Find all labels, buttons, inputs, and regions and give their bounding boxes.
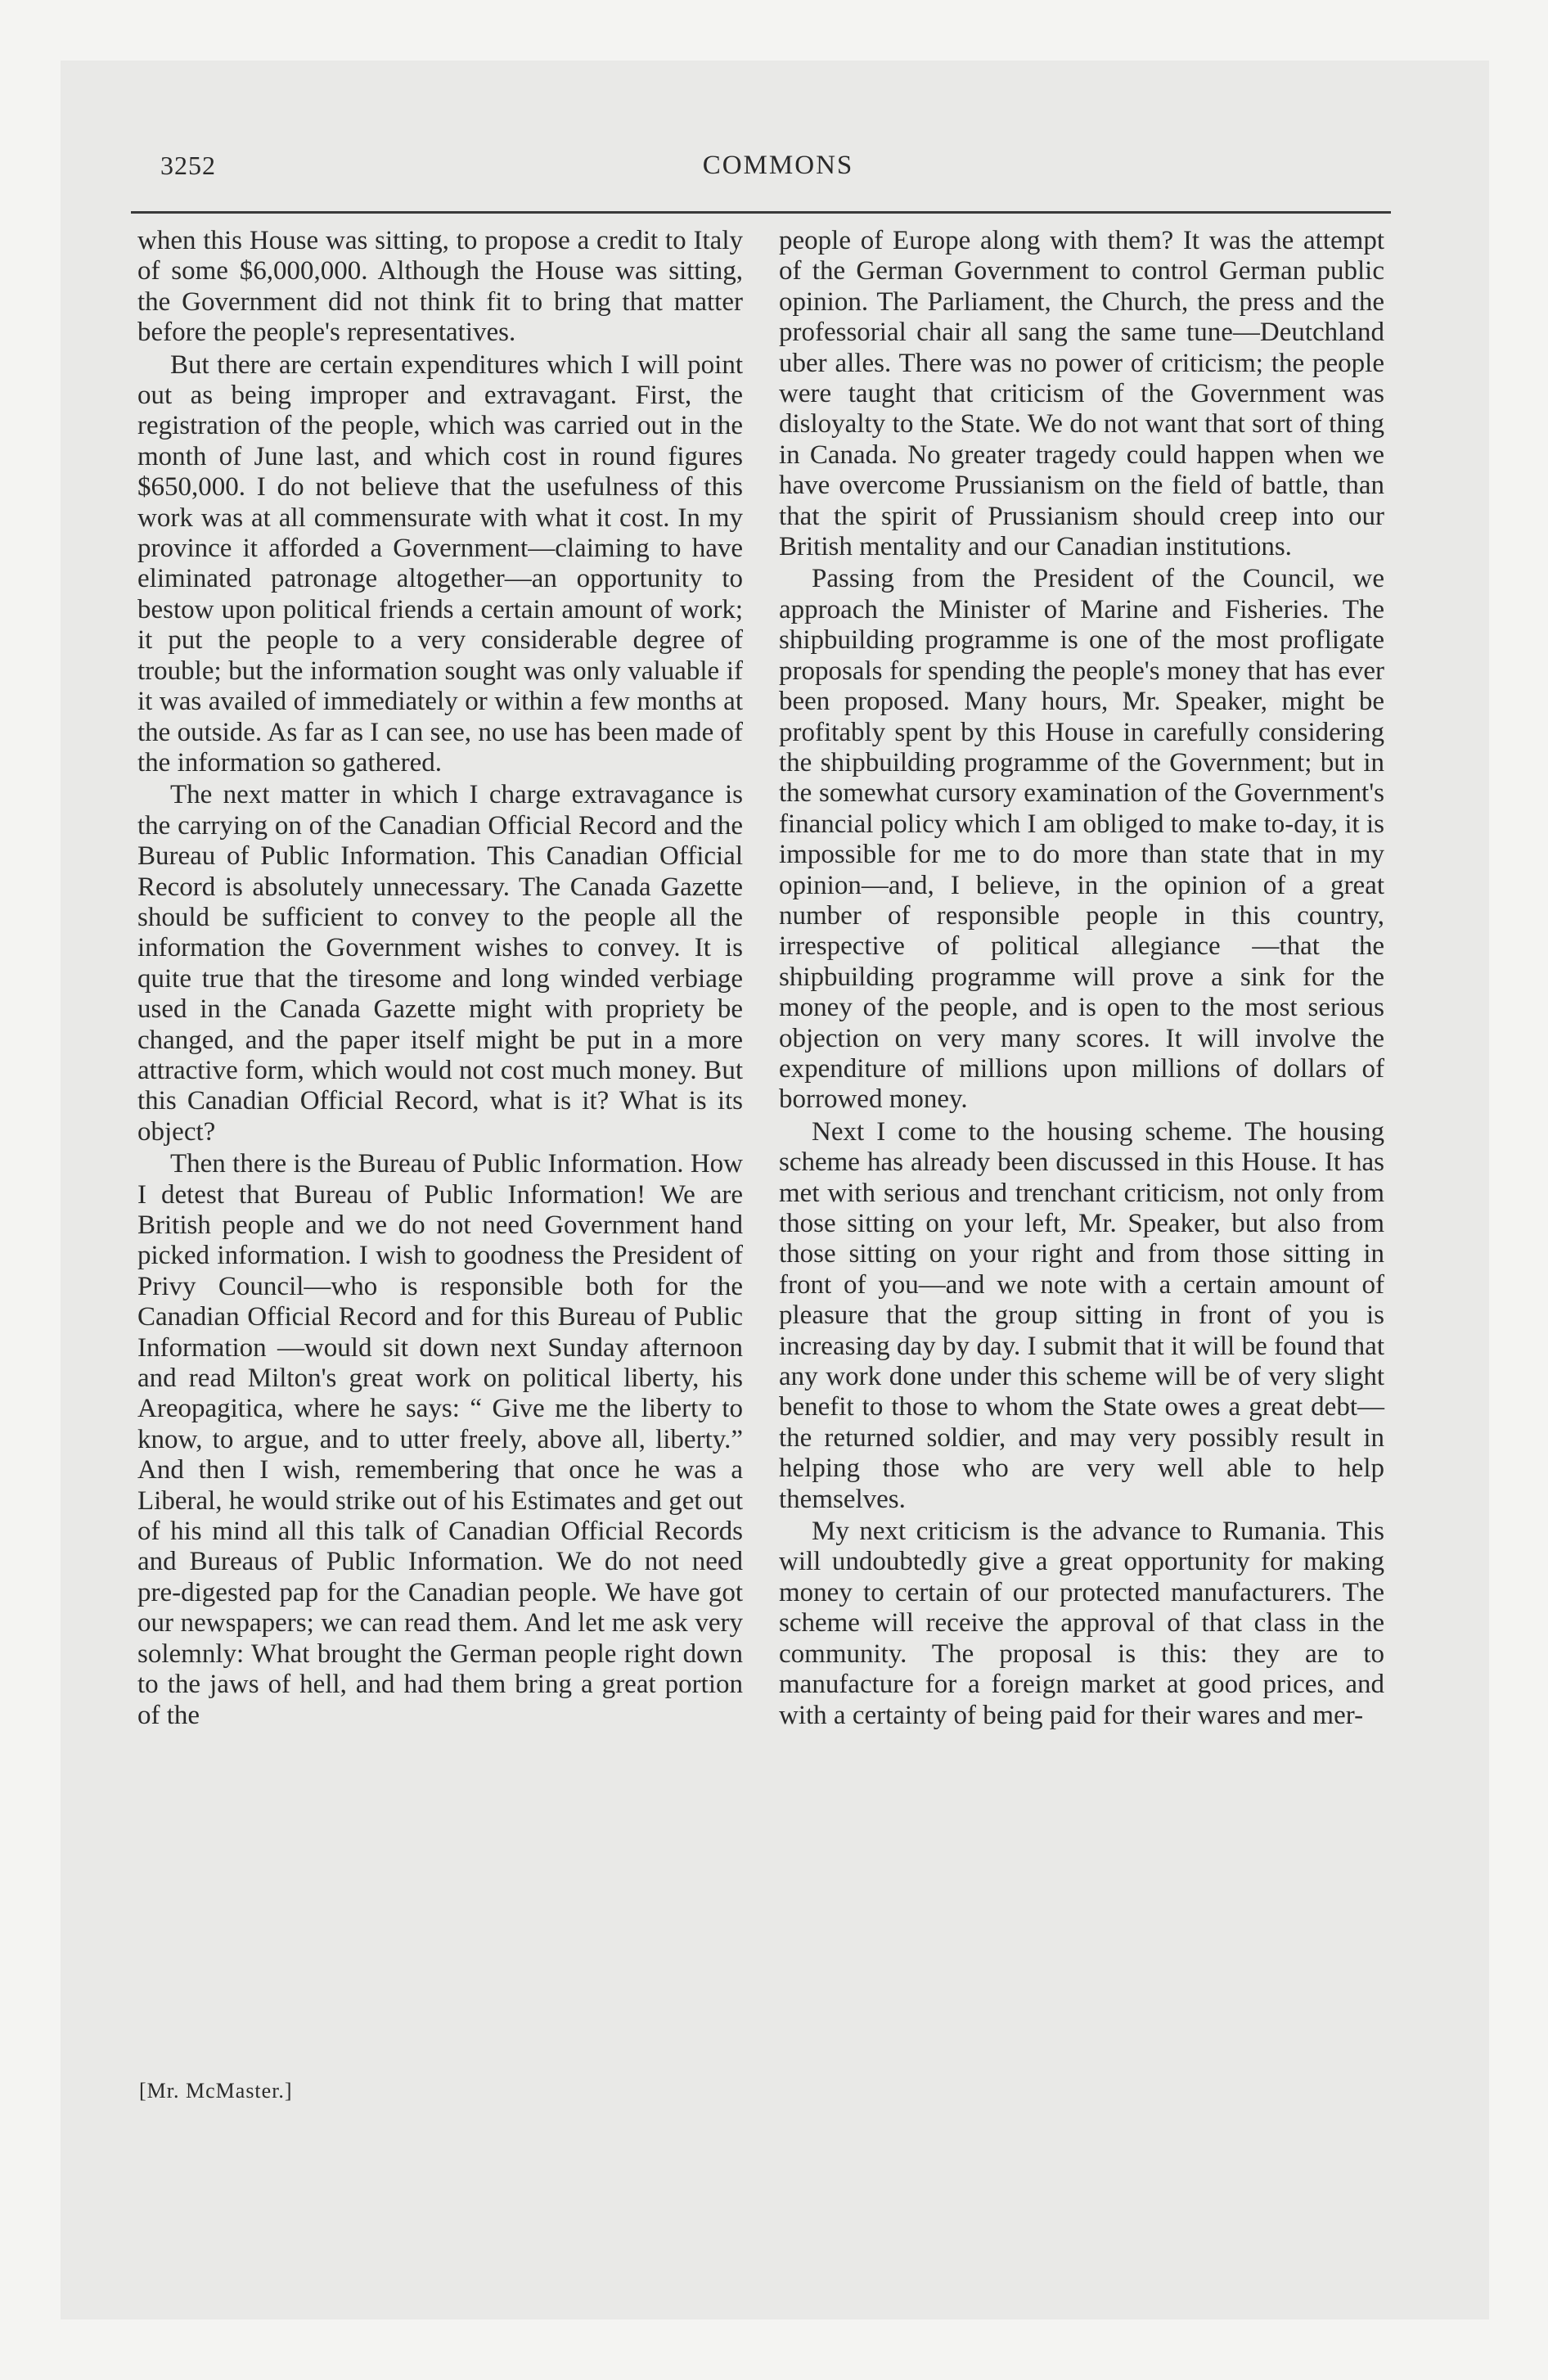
page-header [160,151,1396,192]
page-number: 3252 [160,151,216,180]
paragraph: Then there is the Bureau of Public Information. How I detest that Bureau of Public Information! We are British people and we do not need Government hand picked information. I wish to goodness the President of Privy Council—who is responsible both for the Canadian Official Record and for this Bureau of Public Information —would sit down next Sunday afternoon and read Milton's great work on political liberty, his Areopagitica, where he says: “ Give me the liberty to know, to argue, and to utter freely, above all, liberty.” And then I wish, remembering that once he was a Liberal, he would strike out of his Estimates and get out of his mind all this talk of Canadian Official Records and Bureaus of Public Information. We do not need pre-digested pap for the Canadian people. We have got our newspapers; we can read them. And let me ask very solemnly: What brought the German people right down to the jaws of hell, and had them bring a great portion of the [137,1149,743,1730]
running-head: COMMONS [702,151,854,180]
paragraph: people of Europe along with them? It was the attempt of the German Government to control German public opinion. The Parliament, the Church, the press and the professorial chair all sang the same tune—Deutchland uber alles. There was no power of criticism; the people were taught that criticism of the Government was disloyalty to the State. We do not want that sort of thing in Canada. No greater tragedy could happen when we have overcome Prussianism on the field of battle, than that the spirit of Prussianism should creep into our British mentality and our Canadian institutions. [779,226,1384,562]
paragraph: Next I come to the housing scheme. The housing scheme has already been discussed in this House. It has met with serious and trenchant criticism, not only from those sitting on your left, Mr. Speaker, but also from those sitting on your right and from those sitting in front of you—and we note with a certain amount of pleasure that the group sitting in front of you is increasing day by day. I submit that it will be found that any work done under this scheme will be of very slight benefit to those to whom the State owes a great debt—the returned soldier, and may very possibly result in helping those who are very well able to help themselves. [779,1116,1384,1514]
paragraph: The next matter in which I charge extravagance is the carrying on of the Canadian Official Record and the Bureau of Public Information. This Canadian Official Record is absolutely unnecessary. The Canada Gazette should be sufficient to convey to the people all the information the Government wishes to convey. It is quite true that the tiresome and long winded verbiage used in the Canada Gazette might with propriety be changed, and the paper itself might be put in a more attractive form, which would not cost much money. But this Canadian Official Record, what is it? What is its object? [137,780,743,1147]
header-rule [131,211,1391,214]
paragraph: Passing from the President of the Council, we approach the Minister of Marine and Fisheries. The shipbuilding programme is one of the most profligate proposals for spending the people's money that has ever been proposed. Many hours, Mr. Speaker, might be profitably spent by this House in carefully considering the shipbuilding programme of the Government; but in the somewhat cursory examination of the Government's financial policy which I am obliged to make to-day, it is impossible for me to do more than state that in my opinion—and, I believe, in the opinion of a great number of responsible people in this country, irrespective of political allegiance —that the shipbuilding programme will prove a sink for the money of the people, and is open to the most serious objection on very many scores. It will involve the expenditure of millions upon millions of dollars of borrowed money. [779,564,1384,1115]
right-column [779,226,1384,1731]
paragraph: when this House was sitting, to propose a credit to Italy of some $6,000,000. Although the House was sitting, the Government did not think fit to bring that matter before the people's representatives. [137,226,743,348]
paragraph: But there are certain expenditures which I will point out as being improper and extravagant. First, the registration of the people, which was carried out in the month of June last, and which cost in round figures $650,000. I do not believe that the usefulness of this work was at all commensurate with what it cost. In my province it afforded a Government—claiming to have eliminated patronage altogether—an opportunity to bestow upon political friends a certain amount of work; it put the people to a very considerable degree of trouble; but the information sought was only valuable if it was availed of immediately or within a few months at the outside. As far as I can see, no use has been made of the information so gathered. [137,349,743,778]
speaker-attribution: [Mr. McMaster.] [139,2079,293,2103]
left-column [137,226,743,1731]
paragraph: My next criticism is the advance to Rumania. This will undoubtedly give a great opportunity for making money to certain of our protected manufacturers. The scheme will receive the approval of that class in the community. The proposal is this: they are to manufacture for a foreign market at good prices, and with a certainty of being paid for their wares and mer- [779,1517,1384,1730]
